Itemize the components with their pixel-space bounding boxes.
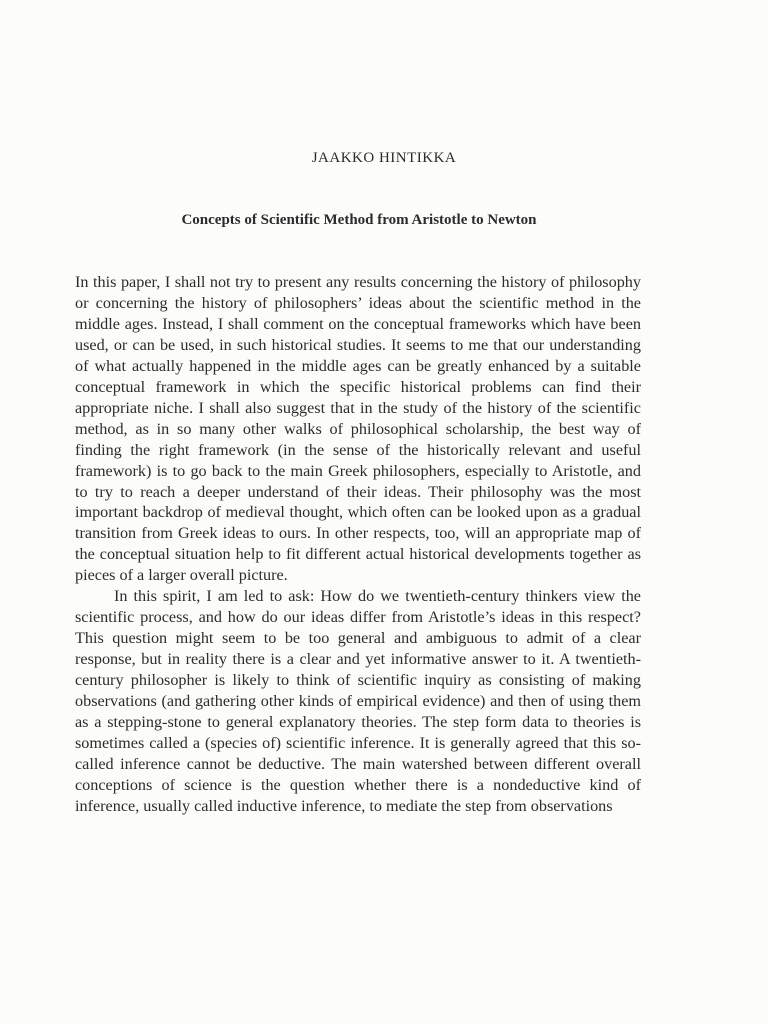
body-text xyxy=(75,272,641,817)
author-name: JAAKKO HINTIKKA xyxy=(311,150,457,166)
paragraph: In this paper, I shall not try to present any results concerning the history of philosophy or concerning the history of philosophers’ ideas about the scientific method in the middle ages. Instead, I shall comment on the conceptual frameworks which have been used, or can be used, in such historical studies. It seems to me that our understanding of what actually happened in the middle ages can be greatly enhanced by a suitable conceptual framework in which the specific historical problems can find their appropriate niche. I shall also suggest that in the study of the history of the scientific method, as in so many other walks of philosophical scholarship, the best way of finding the right framework (in the sense of the historically relevant and useful framework) is to go back to the main Greek philosophers, especially to Aristotle, and to try to reach a deeper understand of their ideas. Their philosophy was the most important backdrop of medieval thought, which often can be looked upon as a gradual transition from Greek ideas to ours. In other respects, too, will an appropriate map of the conceptual situation help to fit different actual historical developments together as pieces of a larger overall picture. xyxy=(75,273,641,585)
paper-title: Concepts of Scientific Method from Aristotle to Newton xyxy=(181,212,537,228)
paragraph: In this spirit, I am led to ask: How do we twentieth-century thinkers view the scientific process, and how do our ideas differ from Aristotle’s ideas in this respect? This question might seem to be too general and ambiguous to admit of a clear response, but in reality there is a clear and yet informative answer to it. A twentieth-century philosopher is likely to think of scientific inquiry as consisting of making observations (and gathering other kinds of empirical evidence) and then of using them as a stepping-stone to general explanatory theories. The step form data to theories is sometimes called a (species of) scientific inference. It is generally agreed that this so-called inference cannot be deductive. The main watershed between different overall conceptions of science is the question whether there is a nondeductive kind of inference, usually called inductive inference, to mediate the step from observations xyxy=(75,587,641,815)
